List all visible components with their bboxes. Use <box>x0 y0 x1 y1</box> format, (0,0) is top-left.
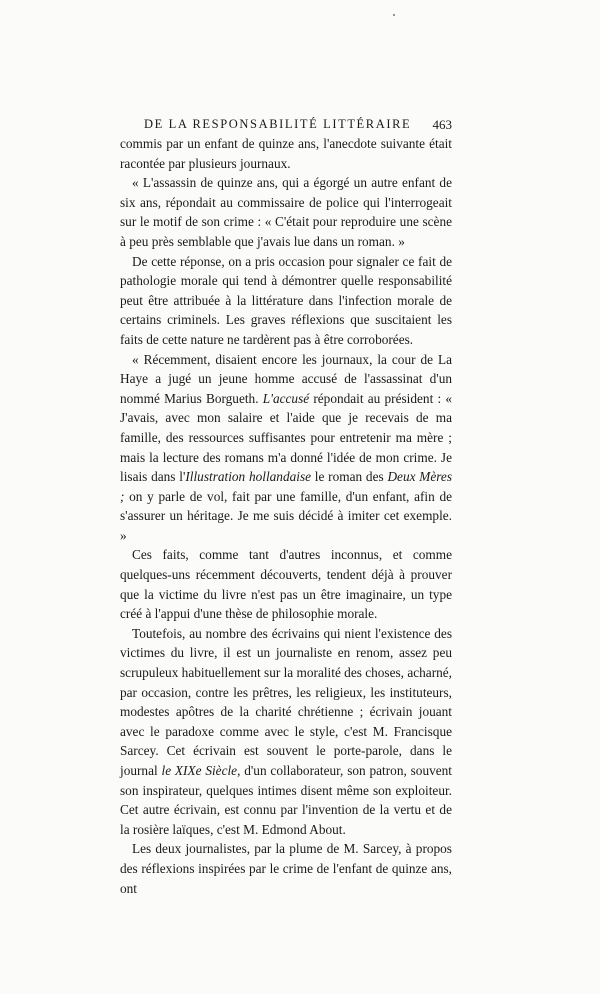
text-run: De cette réponse, on a pris occasion pour signaler ce fait de pathologie morale qui tend à démontrer quelle responsabilité peut être attribuée à la littérature dans l'infection morale de certains criminels. Les graves réflexions que suscitaient les faits de cette nature ne tardèrent pas à être corroborées. <box>120 253 452 347</box>
italic-text: le XIXe Siècle <box>161 763 238 778</box>
paper-speck <box>393 14 395 16</box>
paragraph <box>120 252 452 350</box>
paragraph <box>120 134 452 173</box>
paragraph <box>120 839 452 898</box>
italic-text: Deux Mères ; <box>120 469 453 504</box>
text-run: on y parle de vol, fait par une famille, d'un enfant, afin de s'assurer un héritage. Je me suis décidé à imiter cet exemple. » <box>120 488 452 543</box>
text-run: Ces faits, comme tant d'autres inconnus, et comme quelques-uns récemment découverts, tendent déjà à prouver que la victime du livre n'est pas un être imaginaire, un type créé à l'appui d'une thèse de philosophie morale. <box>120 547 452 622</box>
paragraph <box>120 545 452 623</box>
text-run: le roman des <box>311 469 388 485</box>
text-run: « Récemment, disaient encore les journaux, la cour de La Haye a jugé un jeune homme accusé de l'assassinat d'un nommé Marius Borgueth. <box>120 351 452 406</box>
text-run: « L'assassin de quinze ans, qui a égorgé un autre enfant de six ans, répondait au commissaire de police qui l'interrogeait sur le motif de son crime : « C'était pour reproduire une scène à peu près semblable que j'avais lue dans un roman. » <box>120 175 452 249</box>
paragraph <box>120 350 452 546</box>
page-number: 463 <box>432 117 452 132</box>
body-text <box>120 134 452 898</box>
text-run: répondait au président : « J'avais, avec mon salaire et l'aide que je recevais de ma famille, des ressources suffisantes pour entretenir ma mère ; mais la lecture des romans m'a donné l'idée de mon crime. Je lisais dans l' <box>120 390 452 485</box>
italic-text: L'accusé <box>262 390 310 406</box>
paragraph <box>120 624 452 840</box>
text-run: Toutefois, au nombre des écrivains qui nient l'existence des victimes du livre, il est un journaliste en renom, assez peu scrupuleux habituellement sur la moralité des choses, acharné, par occasion, contre les prêtres, les religieux, les instituteurs, modestes apôtres de la charité chrétienne ; écrivain jouant avec le paradoxe comme avec le style, c'est M. Francisque Sarcey. Cet écrivain est souvent le porte-parole, dans le journal <box>120 625 452 778</box>
paragraph <box>120 173 452 251</box>
text-run: Les deux journalistes, par la plume de M. Sarcey, à propos des réflexions inspirées par le crime de l'enfant de quinze ans, ont <box>120 841 452 896</box>
italic-text: Illustration hollandaise <box>185 469 312 485</box>
text-run: , d'un collaborateur, son patron, souvent son inspirateur, quelques intimes disent même son exploiteur. Cet autre écrivain, est connu par l'invention de la vertu et de la rosière laïques, c'est M. Edmond About. <box>120 763 452 837</box>
text-run: commis par un enfant de quinze ans, l'anecdote suivante était racontée par plusieurs journaux. <box>120 136 452 171</box>
running-title: DE LA RESPONSABILITÉ LITTÉRAIRE <box>144 117 412 131</box>
